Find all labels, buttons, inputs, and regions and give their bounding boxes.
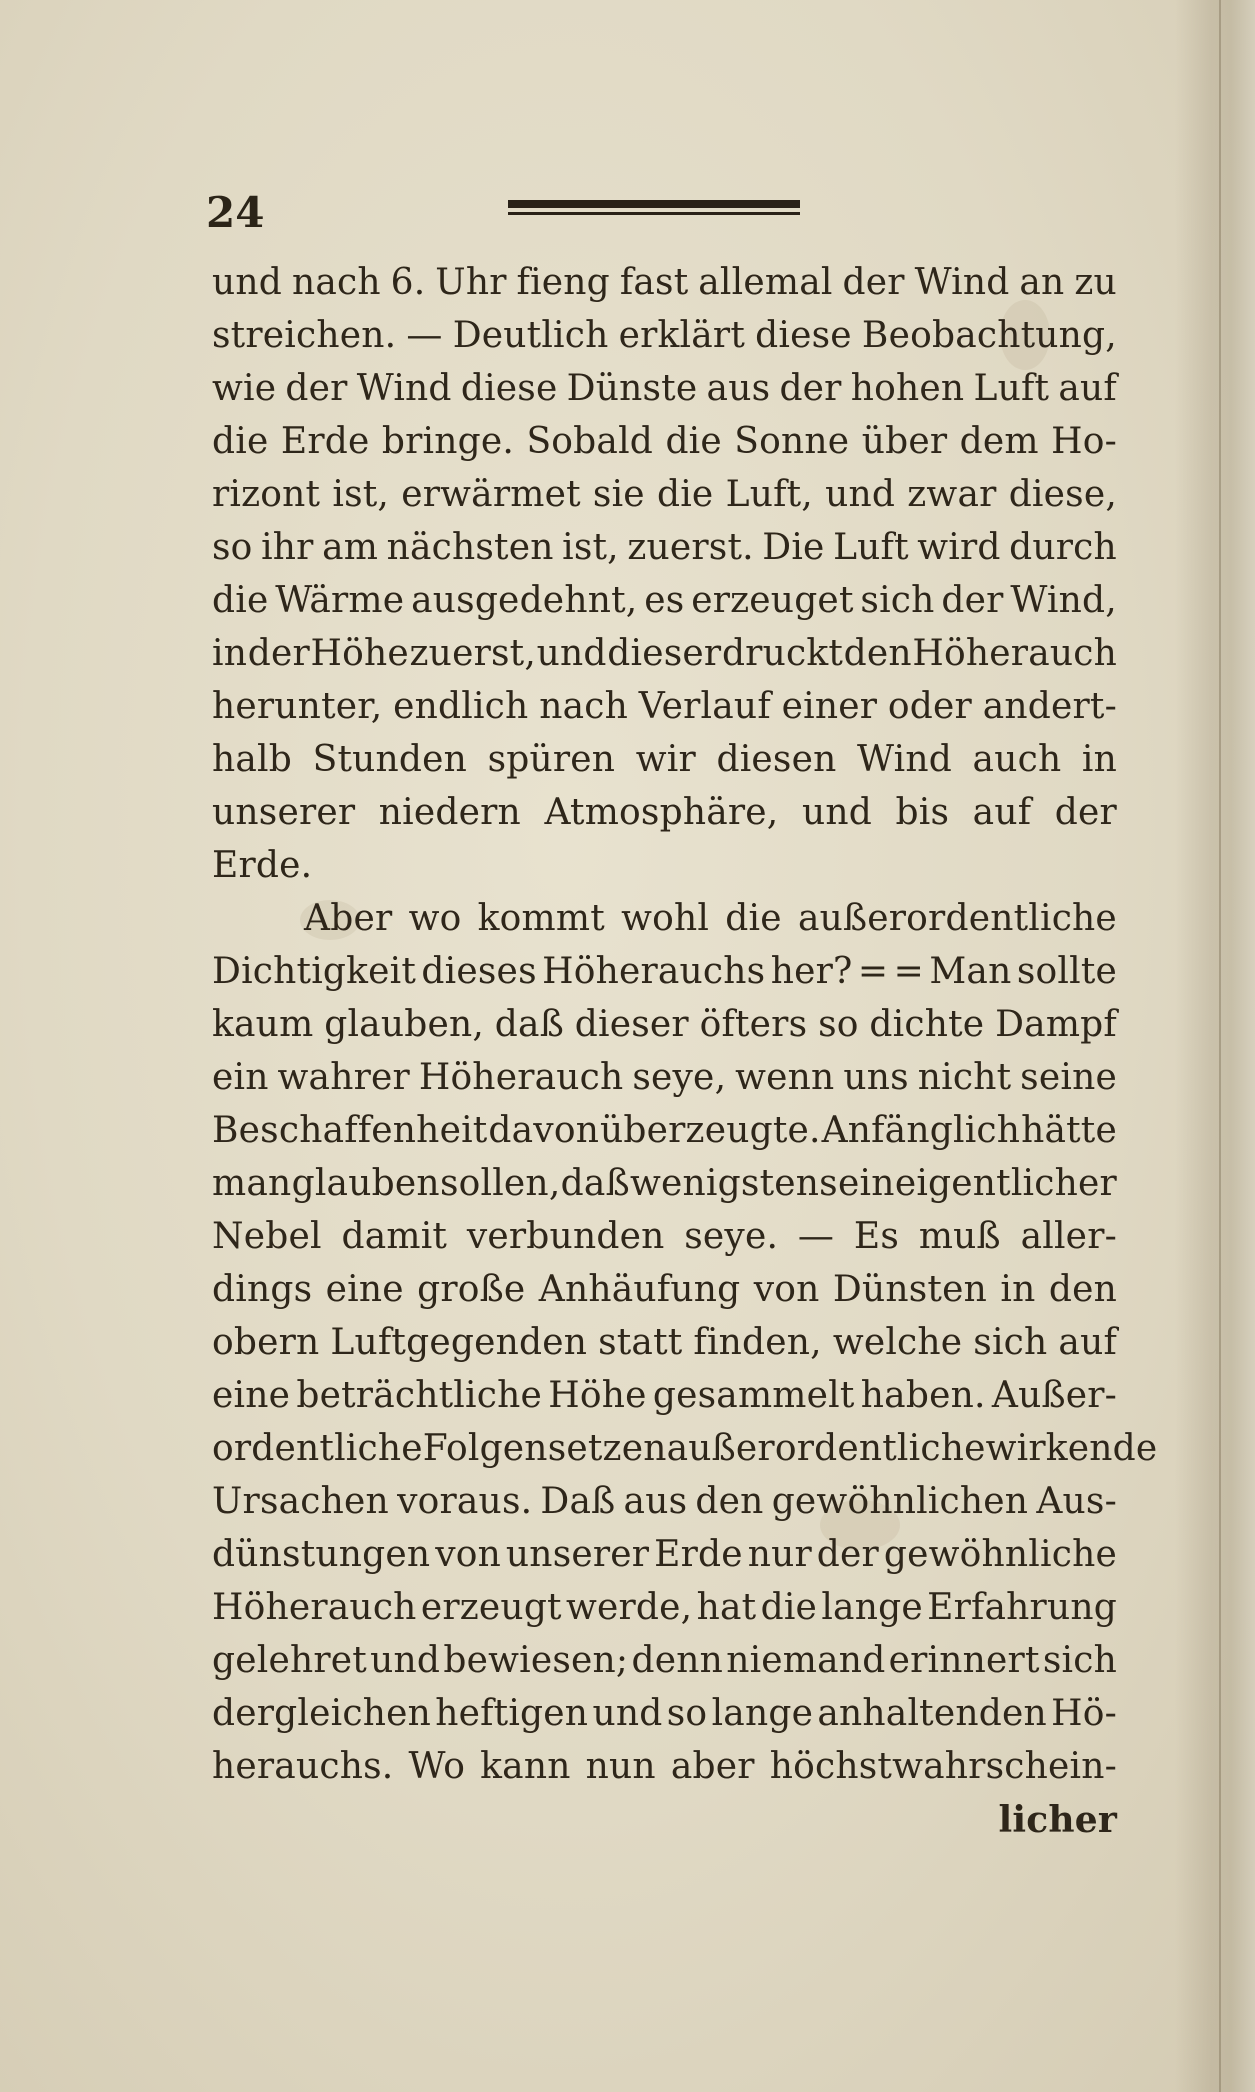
text-word: Luft, [725,474,813,515]
text-word: durch [1009,527,1117,568]
text-word: muß [918,1216,1001,1257]
page-gutter [1175,0,1255,2092]
text-word: erzeugt [420,1587,562,1628]
catchword [212,1799,1117,1852]
text-word: uns [843,1057,909,1098]
text-line [212,1746,1117,1799]
text-word: Höherauch [418,1057,624,1098]
text-word: dem [959,421,1039,462]
text-line [212,1163,1117,1216]
text-word: Atmosphäre, [544,792,779,833]
header-rule-thin [508,212,800,215]
text-word: und [536,633,607,674]
text-word: Höhe [310,633,409,674]
header-rule-thick [508,200,800,208]
page-edge [1219,0,1221,2092]
text-word: Ho- [1051,421,1117,462]
text-word: Höhe [548,1375,647,1416]
text-word: = [857,951,889,992]
text-word: damit [341,1216,448,1257]
text-word: die [760,1587,818,1628]
text-word: zuerst. [627,527,754,568]
text-word: und [212,262,283,303]
text-word: ist, [332,474,390,515]
text-word: denn [631,1640,723,1681]
text-word: in [1000,1269,1036,1310]
text-word: der [779,368,842,409]
text-word: setzen [547,1428,667,1469]
text-word: wirkende [985,1428,1158,1469]
text-word: nur [747,1534,812,1575]
text-word: wird [917,527,1001,568]
text-word: über [861,421,948,462]
text-word: dichte [869,1004,985,1045]
text-word: anhaltenden [817,1693,1047,1734]
text-word: Sonne [734,421,850,462]
text-word: Beobachtung, [861,315,1117,356]
text-word: ist, [562,527,619,568]
header-rule [508,200,800,215]
text-line [212,1481,1117,1534]
text-line [212,845,1117,898]
text-word: spüren [487,739,616,780]
text-word: Erde. [212,845,313,886]
text-word: die [212,580,269,621]
text-word: Wind [857,739,952,780]
text-word: diesen [716,739,837,780]
text-word: auf [1058,1322,1117,1363]
text-word: seye, [632,1057,727,1098]
text-word: her? [770,951,853,992]
text-word: Luftgegenden [330,1322,588,1363]
text-word: wenn [735,1057,835,1098]
text-word: herunter, [212,686,383,727]
text-line [212,686,1117,739]
text-word: wahrer [277,1057,410,1098]
text-word: Beschaffenheit [212,1110,488,1151]
text-word: eine [325,1269,404,1310]
text-word: Hö- [1051,1693,1117,1734]
text-word: seye. [684,1216,779,1257]
text-word: daß [494,1004,564,1045]
text-word: auf [1058,368,1117,409]
text-word: dieser [574,1004,689,1045]
text-word: aus [623,1481,688,1522]
text-line [212,633,1117,686]
text-word: aller- [1020,1216,1117,1257]
text-line [212,421,1117,474]
text-word: unserer [212,792,356,833]
text-word: davon [488,1110,600,1151]
text-word: wenigstens [630,1163,838,1204]
text-word: unserer [505,1534,650,1575]
text-word: eine [212,1375,291,1416]
text-word: halb [212,739,293,780]
text-line [212,792,1117,845]
text-word: ausgedehnt, [411,580,638,621]
text-word: Aber [304,898,393,939]
text-word: auf [972,792,1032,833]
text-word: andert- [982,686,1117,727]
text-word: glauben [291,1163,440,1204]
body-text [212,262,1158,1852]
text-word: man [212,1163,292,1204]
text-word: große [417,1269,526,1310]
text-word: Folgen [422,1428,548,1469]
text-word: Erde [654,1534,743,1575]
text-word: eigentlicher [894,1163,1117,1204]
text-word: die [665,421,722,462]
text-word: fieng [516,262,610,303]
text-word: höchstwahrschein- [769,1746,1117,1787]
text-word: wir [635,739,696,780]
text-word: es [644,580,685,621]
text-line [212,1269,1117,1322]
text-word: Höherauchs [542,951,766,992]
text-word: und [825,474,896,515]
text-word: voraus. [397,1481,533,1522]
text-word: glauben, [324,1004,484,1045]
text-word: diese, [1008,474,1117,515]
text-word: Man [929,951,1012,992]
text-word: Wo [408,1746,466,1787]
text-line [212,1428,1158,1481]
text-word: und [370,1640,441,1681]
text-word: sie [592,474,645,515]
text-line [212,1110,1117,1163]
text-word: Anfänglich [821,1110,1021,1151]
text-word: Aus- [1036,1481,1117,1522]
text-word: oder [887,686,972,727]
text-word: die [212,421,269,462]
text-word: fast [619,262,689,303]
text-line [212,474,1117,527]
text-word: endlich [393,686,529,727]
text-line [212,951,1117,1004]
text-word: verbunden [466,1216,665,1257]
text-line [212,580,1117,633]
text-word: sollen, [439,1163,561,1204]
catchword-text: licher [998,1799,1117,1841]
text-word: gewöhnlichen [771,1481,1029,1522]
text-word: aber [670,1746,755,1787]
text-word: niedern [378,792,521,833]
text-word: seine [1020,1057,1117,1098]
text-word: kaum [212,1004,314,1045]
text-line [212,1004,1117,1057]
text-word: Höherauch [212,1587,417,1628]
text-word: dieses [421,951,537,992]
text-word: Dichtigkeit [212,951,417,992]
text-word: dergleichen [212,1693,431,1734]
text-word: sich [973,1322,1048,1363]
text-word: Luft [973,368,1050,409]
text-word: Erde [280,421,370,462]
text-line [212,1534,1117,1587]
text-word: Ursachen [212,1481,389,1522]
text-word: Wärme [275,580,405,621]
text-word: wohl [621,898,710,939]
text-word: ein [838,1163,895,1204]
text-word: einer [781,686,878,727]
text-word: der [842,262,905,303]
text-word: erzeuget [691,580,854,621]
text-line [212,1375,1117,1428]
text-word: erinnert [888,1640,1040,1681]
text-word: Daß [540,1481,616,1522]
text-word: Dampf [995,1004,1117,1045]
text-word: nach [291,262,381,303]
text-word: heftigen [435,1693,589,1734]
text-word: wo [408,898,462,939]
text-word: so [818,1004,859,1045]
text-word: der [816,1534,879,1575]
text-line [212,1057,1117,1110]
text-line [212,739,1117,792]
text-word: Wind, [1010,580,1117,621]
text-word: Es [853,1216,900,1257]
text-line [212,1322,1117,1375]
text-word: von [753,1269,820,1310]
text-word: und [801,792,872,833]
text-word: nächsten [386,527,554,568]
text-line [212,1693,1117,1746]
text-word: — [797,1216,835,1257]
text-word: aus [706,368,771,409]
text-word: herauchs. [212,1746,394,1787]
text-word: ein [212,1057,269,1098]
text-word: dings [212,1269,313,1310]
text-word: rizont [212,474,321,515]
text-word: dieser [607,633,722,674]
text-word: überzeugte. [600,1110,821,1151]
text-line [212,1640,1117,1693]
text-word: druckt [721,633,844,674]
text-word: = [893,951,924,992]
text-word: kann [480,1746,571,1787]
text-line [212,1587,1117,1640]
text-word: Höherauch [912,633,1117,674]
text-word: sich [1042,1640,1117,1681]
text-word: Dünste [566,368,698,409]
text-word: Anhäufung [538,1269,741,1310]
text-word: hat [696,1587,757,1628]
text-line [212,262,1117,315]
text-word: hätte [1021,1110,1117,1151]
text-word: wie [212,368,277,409]
text-word: auch [972,739,1062,780]
text-word: Deutlich [452,315,609,356]
text-word: außerordentliche [797,898,1117,939]
text-line [212,315,1117,368]
text-word: Sobald [526,421,654,462]
text-word: den [843,633,912,674]
text-word: nach [539,686,628,727]
text-word: Stunden [312,739,468,780]
text-word: Erfahrung [927,1587,1117,1628]
text-word: sollte [1016,951,1117,992]
text-word: erwärmet [401,474,581,515]
text-word: am [322,527,379,568]
text-word: bewiesen; [443,1640,629,1681]
text-word: Verlauf [638,686,771,727]
text-word: hohen [850,368,965,409]
text-line [212,527,1117,580]
text-word: gewöhnliche [883,1534,1117,1575]
text-line [212,368,1117,421]
text-word: werde, [566,1587,693,1628]
text-word: von [435,1534,501,1575]
text-word: nicht [917,1057,1012,1098]
text-word: dünstungen [212,1534,431,1575]
text-word: die [725,898,782,939]
text-line [212,1216,1117,1269]
text-word: an [1019,262,1065,303]
text-word: lange [711,1693,814,1734]
text-word: allemal [698,262,833,303]
text-word: niemand [726,1640,886,1681]
text-word: finden, [693,1322,822,1363]
text-word: Wind [356,368,452,409]
text-line [212,898,1117,951]
text-word: Nebel [212,1216,322,1257]
text-word: 6. [390,262,426,303]
text-word: Luft [833,527,909,568]
text-word: der [247,633,310,674]
text-word: und [592,1693,663,1734]
text-word: in [212,633,248,674]
text-word: bis [895,792,950,833]
text-word: statt [598,1322,683,1363]
text-word: zu [1074,262,1117,303]
text-word: kommt [477,898,605,939]
text-word: erklärt [618,315,746,356]
text-word: ihr [261,527,314,568]
text-word: so [212,527,253,568]
text-word: zuerst, [409,633,536,674]
text-word: — [406,315,443,356]
text-word: Außer- [991,1375,1117,1416]
text-word: der [285,368,348,409]
text-word: Die [762,527,825,568]
page-number: 24 [206,188,265,237]
text-word: außerordentliche [666,1428,986,1469]
text-word: bringe. [381,421,515,462]
text-word: gelehret [212,1640,367,1681]
text-word: in [1081,739,1117,780]
text-word: streichen. [212,315,397,356]
text-word: der [1054,792,1117,833]
text-word: der [941,580,1004,621]
text-word: öfters [699,1004,808,1045]
text-word: Dünsten [832,1269,987,1310]
text-word: die [656,474,714,515]
text-word: diese [755,315,852,356]
text-word: lange [821,1587,923,1628]
text-word: zwar [907,474,997,515]
text-word: beträchtliche [296,1375,542,1416]
text-word: Wind [914,262,1010,303]
text-word: sich [860,580,935,621]
text-word: welche [832,1322,963,1363]
text-word: den [1048,1269,1117,1310]
text-word: den [695,1481,764,1522]
text-word: daß [560,1163,630,1204]
text-word: gesammelt [652,1375,855,1416]
text-word: so [666,1693,708,1734]
text-word: haben. [860,1375,986,1416]
text-word: Uhr [435,262,507,303]
text-word: ordentliche [212,1428,423,1469]
text-word: diese [460,368,558,409]
text-word: nun [585,1746,656,1787]
text-word: obern [212,1322,320,1363]
